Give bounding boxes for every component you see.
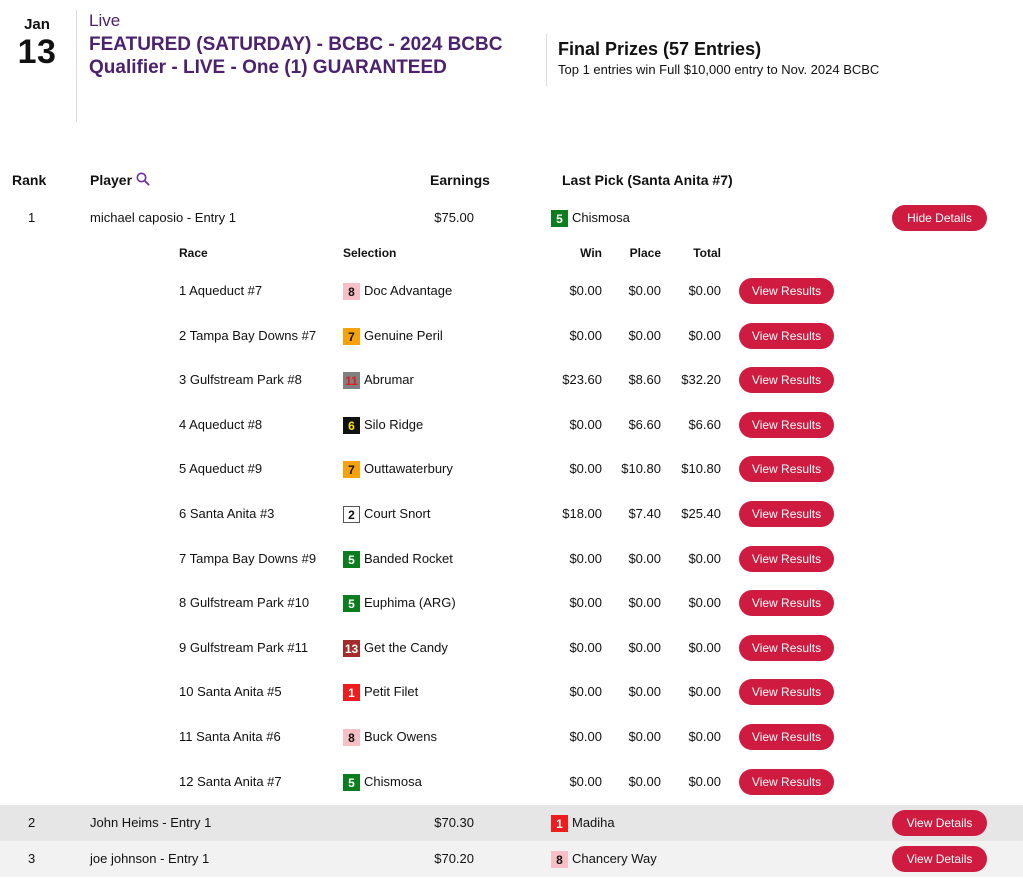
player-name: michael caposio - Entry 1 [90, 210, 236, 225]
total-amount: $6.60 [688, 416, 721, 432]
saddlecloth-number: 8 [551, 851, 568, 868]
horse-name: Silo Ridge [364, 416, 424, 432]
saddlecloth-number: 8 [343, 283, 360, 300]
horse-name: Buck Owens [364, 729, 437, 744]
total-amount: $25.40 [681, 506, 721, 521]
place-amount: $0.00 [628, 595, 661, 611]
last-pick-horse: Chismosa [572, 210, 630, 225]
view-results-button[interactable]: View Results [739, 323, 834, 349]
player-name: John Heims - Entry 1 [90, 815, 212, 830]
player-name: joe johnson - Entry 1 [90, 851, 210, 866]
win-header: Win [580, 246, 602, 260]
view-results-button[interactable]: View Results [739, 635, 834, 661]
race-name: 3 Gulfstream Park #8 [179, 372, 302, 388]
horse-name: Petit Filet [364, 684, 419, 700]
race-name: 12 Santa Anita #7 [179, 773, 282, 789]
list-item [0, 769, 1023, 813]
view-results-button[interactable]: View Results [739, 412, 834, 438]
selection-cell [343, 724, 437, 750]
header-divider [76, 10, 77, 122]
race-name: 1 Aqueduct #7 [179, 283, 263, 298]
place-amount: $8.60 [628, 372, 661, 388]
win-amount: $0.00 [569, 684, 602, 700]
horse-name: Genuine Peril [364, 327, 443, 343]
last-pick-horse: Chancery Way [572, 851, 657, 866]
rank-cell: 1 [28, 210, 36, 225]
saddlecloth-number: 7 [343, 328, 360, 345]
horse-name: Banded Rocket [364, 550, 453, 566]
earnings-cell: $70.20 [434, 851, 474, 866]
view-results-button[interactable]: View Results [739, 769, 834, 795]
hide-details-button[interactable]: Hide Details [892, 205, 987, 231]
last-pick-header: Last Pick (Santa Anita #7) [562, 172, 733, 188]
prize-divider [546, 34, 547, 86]
contest-status: Live [89, 11, 121, 30]
horse-name: Euphima (ARG) [364, 595, 456, 611]
table-row [0, 200, 1023, 236]
horse-name: Abrumar [364, 372, 414, 388]
player-header [90, 171, 151, 189]
win-amount: $0.00 [569, 416, 602, 432]
total-amount: $32.20 [681, 372, 721, 388]
saddlecloth-number: 5 [343, 774, 360, 791]
view-results-button[interactable]: View Results [739, 590, 834, 616]
race-header: Race [179, 246, 208, 260]
saddlecloth-number: 2 [343, 506, 360, 523]
view-details-button[interactable]: View Details [892, 846, 987, 872]
earnings-cell: $70.30 [434, 815, 474, 830]
total-amount: $0.00 [688, 729, 721, 744]
win-amount: $0.00 [569, 550, 602, 566]
selection-cell [343, 501, 430, 527]
selection-cell [343, 367, 414, 393]
saddlecloth-number: 5 [343, 595, 360, 612]
view-results-button[interactable]: View Results [739, 367, 834, 393]
place-amount: $0.00 [628, 684, 661, 700]
place-amount: $0.00 [628, 550, 661, 566]
view-results-button[interactable]: View Results [739, 724, 834, 750]
selection-cell [343, 635, 448, 661]
selection-cell [343, 323, 443, 349]
saddlecloth-number: 6 [343, 417, 360, 434]
selection-cell [343, 278, 452, 304]
win-amount: $0.00 [569, 327, 602, 343]
prizes-title: Final Prizes (57 Entries) [558, 39, 762, 59]
place-header: Place [629, 246, 661, 260]
win-amount: $0.00 [569, 283, 602, 298]
view-results-button[interactable]: View Results [739, 679, 834, 705]
view-results-button[interactable]: View Results [739, 546, 834, 572]
race-name: 5 Aqueduct #9 [179, 461, 263, 477]
place-amount: $0.00 [628, 327, 661, 343]
place-amount: $0.00 [628, 283, 661, 298]
list-item [0, 724, 1023, 768]
race-name: 11 Santa Anita #6 [179, 729, 281, 744]
saddlecloth-number: 13 [344, 641, 359, 656]
saddlecloth-number: 5 [343, 551, 360, 568]
win-amount: $18.00 [562, 506, 602, 521]
win-amount: $0.00 [569, 461, 602, 477]
win-amount: $23.60 [562, 372, 602, 388]
horse-name: Outtawaterbury [364, 461, 453, 477]
list-item [0, 456, 1023, 500]
horse-name: Chismosa [364, 773, 422, 789]
race-name: 7 Tampa Bay Downs #9 [179, 550, 317, 566]
race-name: 8 Gulfstream Park #10 [179, 595, 310, 611]
selection-cell [343, 590, 456, 616]
list-item [0, 412, 1023, 456]
last-pick-horse: Madiha [572, 815, 615, 830]
rank-cell: 2 [28, 815, 36, 830]
place-amount: $0.00 [628, 639, 661, 655]
last-pick-cell [551, 200, 630, 236]
place-amount: $0.00 [628, 773, 661, 789]
horse-name: Get the Candy [364, 639, 448, 655]
saddlecloth-number: 1 [343, 684, 360, 701]
earnings-cell: $75.00 [434, 210, 474, 225]
selection-cell [343, 679, 418, 705]
list-item [0, 501, 1023, 545]
race-name: 10 Santa Anita #5 [179, 684, 282, 700]
total-amount: $0.00 [688, 595, 721, 611]
total-amount: $0.00 [688, 283, 721, 298]
total-amount: $10.80 [681, 461, 721, 477]
total-amount: $0.00 [688, 773, 721, 789]
total-amount: $0.00 [688, 684, 721, 700]
rank-cell: 3 [28, 851, 36, 866]
selection-header: Selection [343, 246, 397, 260]
list-item [0, 367, 1023, 411]
list-item [0, 323, 1023, 367]
saddlecloth-number: 5 [551, 210, 568, 227]
win-amount: $0.00 [569, 729, 602, 744]
place-amount: $7.40 [628, 506, 661, 521]
win-amount: $0.00 [569, 639, 602, 655]
place-amount: $6.60 [628, 416, 661, 432]
saddlecloth-number: 7 [343, 461, 360, 478]
total-amount: $0.00 [688, 550, 721, 566]
list-item [0, 590, 1023, 634]
list-item [0, 679, 1023, 723]
win-amount: $0.00 [569, 595, 602, 611]
view-results-button[interactable]: View Results [739, 501, 834, 527]
view-details-button[interactable]: View Details [892, 810, 987, 836]
rank-header: Rank [12, 172, 47, 188]
selection-cell [343, 412, 423, 438]
saddlecloth-number: 1 [551, 815, 568, 832]
selection-cell [343, 456, 453, 482]
contest-day: 13 [17, 33, 57, 71]
view-results-button[interactable]: View Results [739, 456, 834, 482]
contest-date [0, 16, 74, 70]
horse-name: Court Snort [364, 506, 431, 521]
contest-month: Jan [24, 16, 50, 33]
prizes-description: Top 1 entries win Full $10,000 entry to Nov. 2024 BCBC [558, 62, 880, 77]
contest-title: FEATURED (SATURDAY) - BCBC - 2024 BCBC Qualifier - LIVE - One (1) GUARANTEED [89, 34, 503, 78]
last-pick-cell [551, 841, 657, 877]
view-results-button[interactable]: View Results [739, 278, 834, 304]
player-header-label: Player [90, 172, 133, 188]
list-item [0, 546, 1023, 590]
selection-cell [343, 546, 453, 572]
total-amount: $0.00 [688, 327, 721, 343]
list-item [0, 278, 1023, 322]
horse-name: Doc Advantage [364, 283, 453, 298]
search-icon[interactable] [135, 171, 151, 187]
earnings-header: Earnings [430, 172, 490, 188]
race-name: 9 Gulfstream Park #11 [179, 639, 309, 655]
win-amount: $0.00 [569, 773, 602, 789]
race-name: 2 Tampa Bay Downs #7 [179, 327, 317, 343]
selection-cell [343, 769, 422, 795]
table-row [0, 841, 1023, 877]
place-amount: $10.80 [621, 461, 661, 477]
saddlecloth-number: 8 [343, 729, 360, 746]
race-name: 4 Aqueduct #8 [179, 416, 263, 432]
race-name: 6 Santa Anita #3 [179, 506, 275, 521]
place-amount: $0.00 [628, 729, 661, 744]
list-item [0, 635, 1023, 679]
saddlecloth-number: 11 [343, 372, 360, 389]
total-header: Total [693, 246, 721, 260]
total-amount: $0.00 [688, 639, 721, 655]
